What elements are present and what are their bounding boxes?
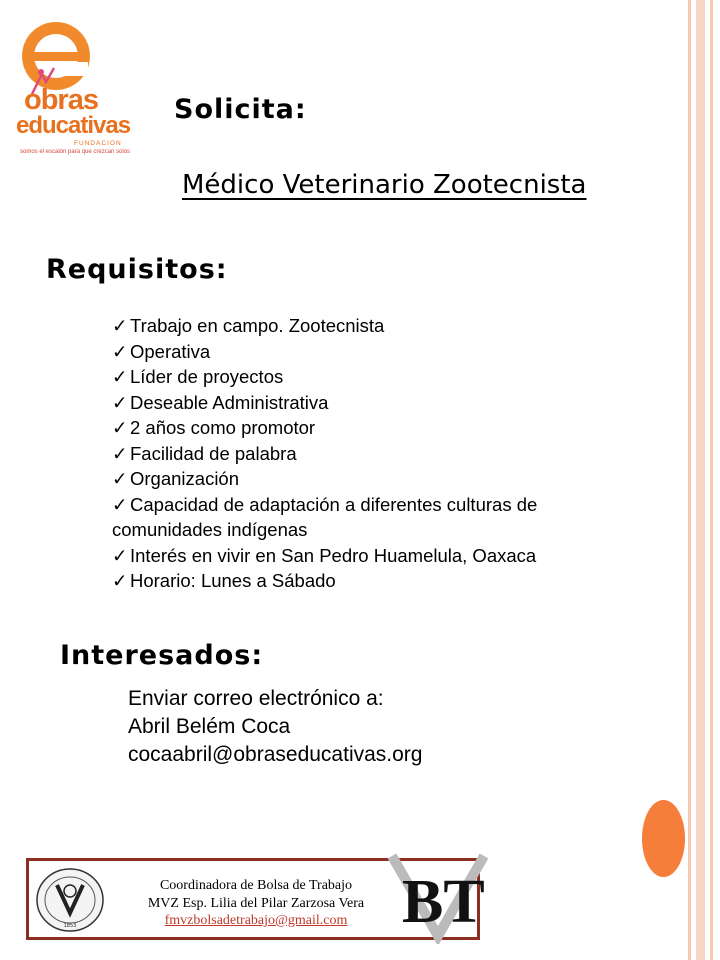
- check-icon: ✓: [112, 493, 128, 515]
- seal-year: 1853: [63, 923, 77, 929]
- interesados-heading: Interesados:: [60, 640, 264, 671]
- requirement-text: Trabajo en campo. Zootecnista: [130, 315, 385, 336]
- requirements-list: [112, 313, 612, 594]
- requirement-item: [112, 441, 612, 467]
- requirement-text: Facilidad de palabra: [130, 442, 297, 464]
- requirement-item: [112, 364, 612, 390]
- check-icon: ✓: [112, 570, 128, 591]
- logo-line-obras: obras: [24, 84, 98, 116]
- requirement-item: [112, 492, 612, 543]
- requirement-text: Interés en vivir en San Pedro Huamelula, Oaxaca: [130, 544, 537, 566]
- requirement-text: Capacidad de adaptación a diferentes culturas de comunidades indígenas: [112, 493, 538, 540]
- check-icon: ✓: [112, 340, 128, 362]
- contact-block: [128, 685, 422, 769]
- requirement-text: 2 años como promotor: [130, 417, 316, 438]
- requirement-text: Deseable Administrativa: [130, 391, 329, 413]
- requirement-item: [112, 543, 612, 569]
- logo-tagline: somos el escalón para que crezcan solos: [20, 149, 131, 155]
- frame-line-3: [710, 0, 713, 960]
- orange-oval-decoration: [642, 800, 685, 877]
- footer-coordinator-title: Coordinadora de Bolsa de Trabajo: [159, 878, 353, 893]
- frame-line-2: [696, 0, 705, 960]
- contact-email[interactable]: cocaabril@obraseducativas.org: [128, 743, 423, 766]
- requirement-text: Líder de proyectos: [130, 366, 284, 387]
- bt-logo-icon: [388, 852, 488, 944]
- requirement-item: [112, 466, 612, 492]
- bt-letters: BT: [402, 868, 485, 936]
- check-icon: ✓: [112, 544, 128, 566]
- requirement-item: [112, 313, 612, 339]
- footer-coordinator-name: MVZ Esp. Lilia del Pilar Zarzosa Vera: [147, 895, 365, 911]
- check-icon: ✓: [112, 315, 128, 336]
- check-icon: ✓: [112, 391, 128, 413]
- footer-text: [121, 877, 391, 930]
- position-title: Médico Veterinario Zootecnista: [182, 170, 587, 200]
- requirement-text: Operativa: [130, 340, 211, 362]
- requirement-item: [112, 339, 612, 365]
- check-icon: ✓: [112, 366, 128, 387]
- footer-email-link[interactable]: fmvzbolsadetrabajo@gmail.com: [164, 913, 348, 928]
- check-icon: ✓: [112, 417, 128, 438]
- solicita-heading: Solicita:: [174, 94, 307, 125]
- contact-instruction: Enviar correo electrónico a:: [128, 687, 384, 710]
- requirement-text: Horario: Lunes a Sábado: [130, 570, 336, 591]
- requirement-item: [112, 568, 612, 594]
- check-icon: ✓: [112, 442, 128, 464]
- frame-line-1: [688, 0, 691, 960]
- contact-name: Abril Belém Coca: [128, 715, 291, 738]
- logo-line-fundacion: FUNDACION: [74, 140, 122, 147]
- requisitos-heading: Requisitos:: [46, 254, 228, 285]
- logo-line-educativas: educativas: [16, 112, 131, 139]
- university-seal-icon: [35, 867, 105, 933]
- obras-educativas-logo: [12, 16, 142, 166]
- check-icon: ✓: [112, 468, 128, 489]
- requirement-item: [112, 415, 612, 441]
- requirement-item: [112, 390, 612, 416]
- requirement-text: Organización: [130, 468, 240, 489]
